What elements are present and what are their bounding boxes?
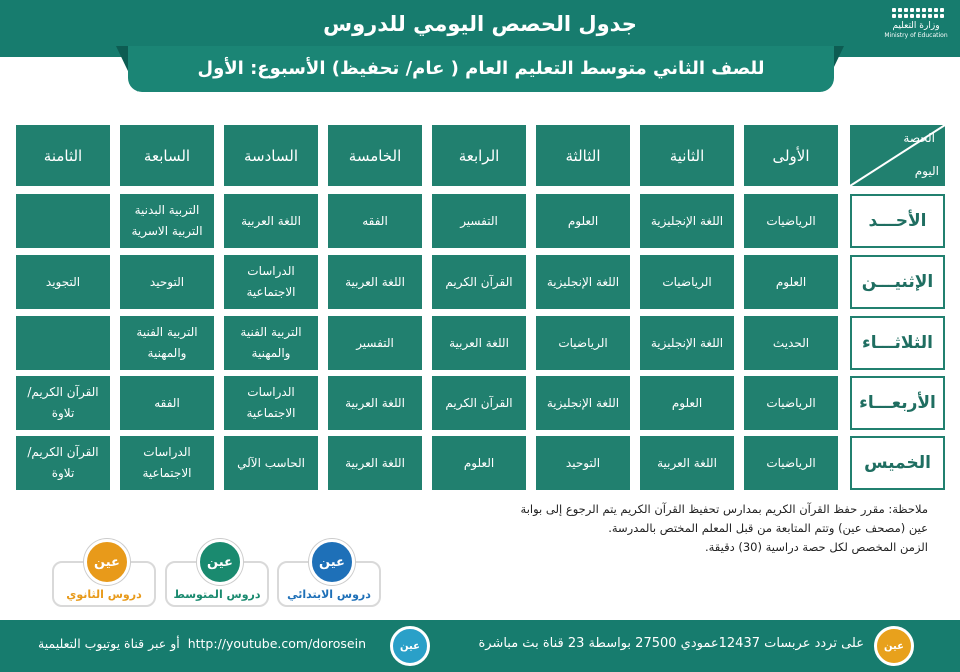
note-line-2: عين (مصحف عين) وتتم المتابعة من قبل المعلم المختص بالمدرسة. xyxy=(608,521,928,535)
badge-label: دروس المتوسط xyxy=(173,588,261,601)
subject-cell: العلوم xyxy=(640,376,734,430)
subject-cell: الرياضيات xyxy=(744,194,838,248)
period-header-7: السابعة xyxy=(120,125,214,186)
subject-cell: القرآن الكريم xyxy=(432,255,526,309)
subject-cell: اللغة العربية xyxy=(224,194,318,248)
notes-block xyxy=(388,500,928,557)
period-header-5: الخامسة xyxy=(328,125,422,186)
page-subtitle: للصف الثاني متوسط التعليم العام ( عام/ تحفيظ) الأسبوع: الأول xyxy=(197,58,765,79)
subject-cell: التوحيد xyxy=(536,436,630,490)
period-header-3: الثالثة xyxy=(536,125,630,186)
subject-cell: التجويد xyxy=(16,255,110,309)
subject-cell: الدراسات الاجتماعية xyxy=(224,255,318,309)
period-header-2: الثانية xyxy=(640,125,734,186)
subject-cell: العلوم xyxy=(536,194,630,248)
subject-cell: اللغة العربية xyxy=(328,376,422,430)
day-label-monday: الإثنيـــن xyxy=(850,255,945,309)
day-label-thursday: الخميس xyxy=(850,436,945,490)
youtube-url-link[interactable]: http://youtube.com/dorosein xyxy=(187,636,366,651)
subject-cell: التفسير xyxy=(328,316,422,370)
corner-period-label: الحصة xyxy=(903,131,935,145)
subject-cell: التربية البدنية التربية الاسرية xyxy=(120,194,214,248)
subject-cell: الرياضيات xyxy=(744,436,838,490)
youtube-info xyxy=(38,636,366,651)
day-label-sunday: الأحـــد xyxy=(850,194,945,248)
ministry-logo-subtext: Ministry of Education xyxy=(884,32,948,39)
secondary-lessons-badge[interactable] xyxy=(52,554,156,607)
ein-logo-icon: عين xyxy=(197,539,243,585)
subject-cell-empty xyxy=(16,316,110,370)
day-label-tuesday: الثلاثـــاء xyxy=(850,316,945,370)
subject-cell: التفسير xyxy=(432,194,526,248)
subject-cell: اللغة الإنجليزية xyxy=(640,194,734,248)
note-line-3: الزمن المخصص لكل حصة دراسية (30) دقيقة. xyxy=(704,540,928,554)
ministry-logo xyxy=(876,8,956,50)
subject-cell: الحاسب الآلي xyxy=(224,436,318,490)
broadcast-info: على تردد عربسات 12437عمودي 27500 بواسطة 23 قناة بث مباشرة xyxy=(478,636,864,651)
period-header-8: الثامنة xyxy=(16,125,110,186)
period-header-6: السادسة xyxy=(224,125,318,186)
subject-cell: الرياضيات xyxy=(640,255,734,309)
subject-cell: الرياضيات xyxy=(536,316,630,370)
corner-day-label: اليوم xyxy=(914,164,939,178)
table-corner-cell xyxy=(850,125,945,186)
page-title: جدول الحصص اليومي للدروس xyxy=(323,12,637,36)
subject-cell: اللغة العربية xyxy=(328,255,422,309)
primary-lessons-badge[interactable] xyxy=(277,554,381,607)
ministry-logo-icon xyxy=(892,8,946,18)
subject-cell: القرآن الكريم/ تلاوة xyxy=(16,376,110,430)
day-label-wednesday: الأربعـــاء xyxy=(850,376,945,430)
ein-channel-logo-icon: عين xyxy=(874,626,914,666)
subject-cell: اللغة العربية xyxy=(432,316,526,370)
period-header-1: الأولى xyxy=(744,125,838,186)
subject-cell: التربية الفنية والمهنية xyxy=(224,316,318,370)
subject-cell: الرياضيات xyxy=(744,376,838,430)
period-header-4: الرابعة xyxy=(432,125,526,186)
subject-cell: العلوم xyxy=(432,436,526,490)
subject-cell: اللغة الإنجليزية xyxy=(640,316,734,370)
subject-cell: اللغة العربية xyxy=(640,436,734,490)
subject-cell: اللغة الإنجليزية xyxy=(536,376,630,430)
ministry-logo-text: وزارة التعليم xyxy=(892,21,940,31)
subject-cell: اللغة العربية xyxy=(328,436,422,490)
subject-cell: الحديث xyxy=(744,316,838,370)
subject-cell: القرآن الكريم xyxy=(432,376,526,430)
subject-cell: العلوم xyxy=(744,255,838,309)
ein-youtube-logo-icon: عين xyxy=(390,626,430,666)
subject-cell: الدراسات الاجتماعية xyxy=(120,436,214,490)
subject-cell: التوحيد xyxy=(120,255,214,309)
ein-logo-icon: عين xyxy=(84,539,130,585)
note-line-1: ملاحظة: مقرر حفظ القرآن الكريم بمدارس تحفيظ القرآن الكريم يتم الرجوع إلى بوابة xyxy=(520,502,928,516)
subject-cell: اللغة الإنجليزية xyxy=(536,255,630,309)
subject-cell-empty xyxy=(16,194,110,248)
subject-cell: القرآن الكريم/ تلاوة xyxy=(16,436,110,490)
intermediate-lessons-badge[interactable] xyxy=(165,554,269,607)
subject-cell: الفقه xyxy=(120,376,214,430)
ein-logo-icon: عين xyxy=(309,539,355,585)
youtube-prefix-text: أو عبر قناة يوتيوب التعليمية xyxy=(38,636,180,651)
subject-cell: الفقه xyxy=(328,194,422,248)
badge-label: دروس الثانوي xyxy=(66,588,142,601)
subject-cell: التربية الفنية والمهنية xyxy=(120,316,214,370)
subject-cell: الدراسات الاجتماعية xyxy=(224,376,318,430)
badge-label: دروس الابتدائي xyxy=(287,588,371,601)
